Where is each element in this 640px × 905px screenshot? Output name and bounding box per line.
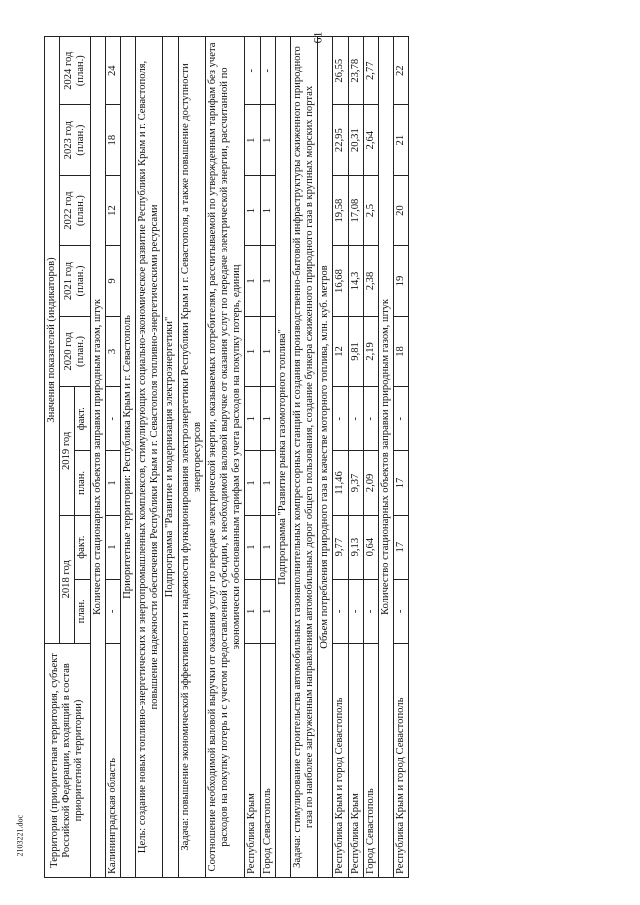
row-name: Республика Крым: [348, 643, 363, 877]
header-2021: 2021 год (план.): [60, 246, 90, 316]
cell: 2,38: [363, 246, 378, 316]
cell: -: [394, 579, 409, 643]
cell: 21: [394, 105, 409, 175]
header-2022: 2022 год (план.): [60, 175, 90, 245]
cell: 22,95: [333, 105, 348, 175]
cell: -: [348, 387, 363, 451]
cell: 9,13: [348, 515, 363, 579]
cell: 1: [260, 105, 275, 175]
cell: -: [363, 579, 378, 643]
cell: 1: [245, 246, 260, 316]
cell: 1: [245, 175, 260, 245]
cell: 1: [260, 246, 275, 316]
footer-code: 2103221.doc: [15, 814, 25, 857]
cell: 12: [333, 316, 348, 386]
header-2018-plan: план.: [75, 579, 90, 643]
indicator-heading: Соотношение необходимой валовой выручки от оказания услуг по передаче электрической энергии, оказываемых потребителям, рассчитываемой по утвержденным тарифам без учета расходов на покупку потерь и с учетом предоставленной субсидии, к необходимой валовой выручке от оказания услуг по передаче электрической энергии, рассчитанной по экономически обоснованным тарифам без учета расходов на покупку потерь, единиц: [205, 37, 245, 878]
row-name: Республика Крым: [245, 643, 260, 877]
cell: -: [105, 387, 120, 451]
cell: 1: [245, 451, 260, 515]
table-row: [245, 37, 260, 878]
header-2023: 2023 год (план.): [60, 105, 90, 175]
header-2020: 2020 год (план.): [60, 316, 90, 386]
cell: 1: [245, 579, 260, 643]
cell: 17,08: [348, 175, 363, 245]
cell: 18: [394, 316, 409, 386]
cell: 1: [260, 579, 275, 643]
header-2019-plan: план.: [75, 451, 90, 515]
table-row: [333, 37, 348, 878]
cell: -: [260, 37, 275, 105]
cell: 2,5: [363, 175, 378, 245]
cell: 17: [394, 451, 409, 515]
cell: -: [245, 37, 260, 105]
row-name: Республика Крым и город Севастополь: [333, 643, 348, 877]
cell: -: [348, 579, 363, 643]
cell: 2,64: [363, 105, 378, 175]
cell: 1: [260, 451, 275, 515]
cell: 9: [105, 246, 120, 316]
cell: 19,58: [333, 175, 348, 245]
cell: 17: [394, 515, 409, 579]
section-goal: Цель: создание новых топливно-энергетических и энергопромышленных комплексов, стимулирующих социально-экономическое развитие Республики Крым и г. Севастополя, повышение надежности обеспечения Республики Крым и г. Севастополя топливно-энергетическими ресурсами: [136, 37, 163, 878]
cell: 2,19: [363, 316, 378, 386]
cell: 1: [260, 387, 275, 451]
row-name: Республика Крым и город Севастополь: [394, 643, 409, 877]
table-row: [394, 37, 409, 878]
cell: 1: [260, 316, 275, 386]
cell: 3: [105, 316, 120, 386]
cell: 1: [245, 515, 260, 579]
cell: 9,77: [333, 515, 348, 579]
header-territory: Территория (приоритетная территория, субъект Российской Федерации, входящий в состав приоритетной территории): [45, 643, 91, 877]
row-name: Калининградская область: [105, 643, 120, 877]
header-2024: 2024 год (план.): [60, 37, 90, 105]
header-indicators: Значения показателей (индикаторов): [45, 37, 60, 644]
header-2018: 2018 год: [60, 515, 75, 643]
cell: 18: [105, 105, 120, 175]
section-task: Задача: повышение экономической эффективности и надежности функционирования электроэнергетики Республики Крым и г. Севастополя, а также повышение доступности энергоресурсов: [178, 37, 205, 878]
cell: 1: [245, 316, 260, 386]
page-number: 61: [310, 31, 325, 44]
cell: 20: [394, 175, 409, 245]
cell: -: [394, 387, 409, 451]
cell: 1: [105, 515, 120, 579]
cell: -: [333, 579, 348, 643]
cell: 14,3: [348, 246, 363, 316]
subprogram-heading: Подпрограмма "Развитие и модернизация электроэнергетики": [163, 37, 178, 878]
cell: 2,09: [363, 451, 378, 515]
cell: 16,68: [333, 246, 348, 316]
indicators-table: [44, 36, 409, 878]
table-row: [260, 37, 275, 878]
cell: 1: [245, 105, 260, 175]
cell: 12: [105, 175, 120, 245]
cell: -: [333, 387, 348, 451]
cell: 9,81: [348, 316, 363, 386]
row-name: Город Севастополь: [260, 643, 275, 877]
cell: 1: [260, 175, 275, 245]
cell: 23,78: [348, 37, 363, 105]
cell: 1: [105, 451, 120, 515]
cell: -: [105, 579, 120, 643]
row-name: Город Севастополь: [363, 643, 378, 877]
cell: 26,55: [333, 37, 348, 105]
table-row: [348, 37, 363, 878]
subprogram-heading: Подпрограмма "Развитие рынка газомоторного топлива": [275, 37, 290, 878]
cell: 20,31: [348, 105, 363, 175]
indicator-heading: Количество стационарных объектов заправки природным газом, штук: [378, 37, 393, 878]
section-task: Задача: стимулирование строительства автомобильных газонаполнительных компрессорных станций и создания производственно-бытовой инфраструктуры сжиженного природного газа по наиболее загруженным направлениям автомобильных дорог общего пользования, создание бункера сжиженного природного газа в крупных морских портах: [290, 37, 317, 878]
cell: 22: [394, 37, 409, 105]
cell: 1: [260, 515, 275, 579]
section-heading: Количество стационарных объектов заправки природным газом, штук: [90, 37, 105, 878]
cell: 1: [245, 387, 260, 451]
cell: 0,64: [363, 515, 378, 579]
table-row: [363, 37, 378, 878]
cell: 11,46: [333, 451, 348, 515]
cell: 19: [394, 246, 409, 316]
section-heading: Приоритетные территории: Республика Крым и г. Севастополь: [120, 37, 135, 878]
indicator-heading: Объем потребления природного газа в качестве моторного топлива, млн. куб. метров: [318, 37, 333, 878]
table-row: [105, 37, 120, 878]
cell: 2,77: [363, 37, 378, 105]
cell: 24: [105, 37, 120, 105]
header-2019-fact: факт.: [75, 387, 90, 451]
header-2018-fact: факт.: [75, 515, 90, 579]
cell: 9,37: [348, 451, 363, 515]
cell: -: [363, 387, 378, 451]
header-2019: 2019 год: [60, 387, 75, 515]
rotated-table-container: [44, 36, 618, 878]
